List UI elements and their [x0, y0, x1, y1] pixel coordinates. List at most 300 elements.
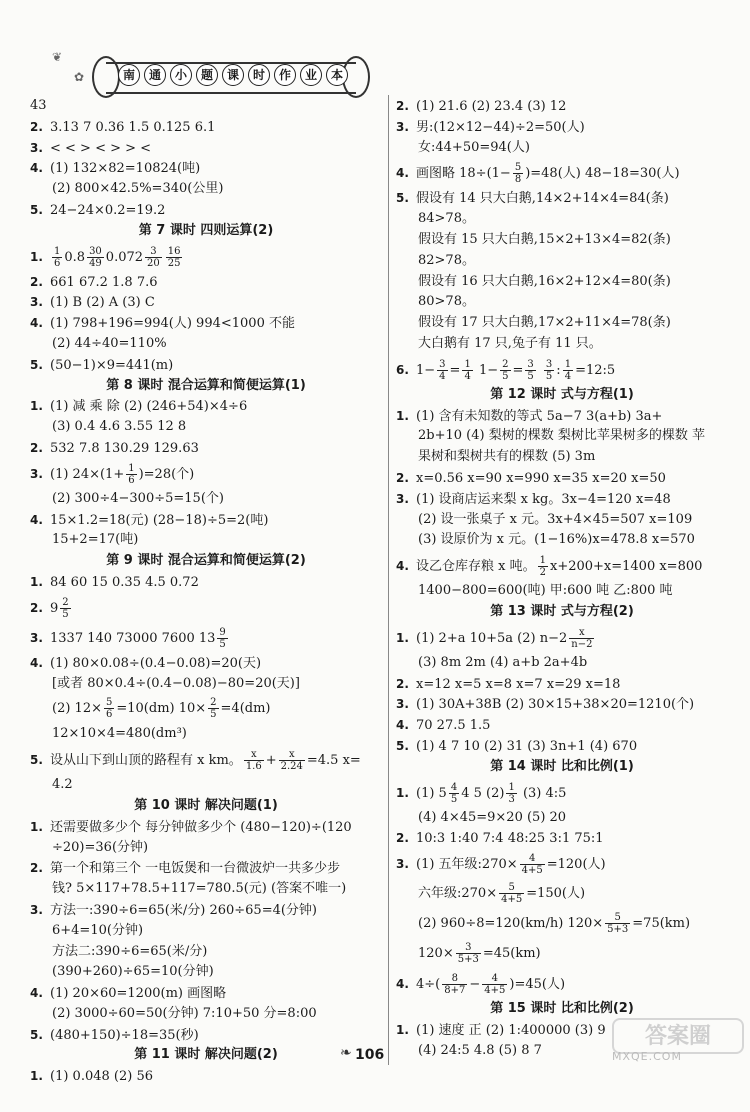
answer-text: 男:(12×12−44)÷2=50(人) [416, 119, 585, 135]
fraction-numerator: x [279, 749, 305, 761]
question-number: 3. [30, 630, 43, 645]
answer-line [30, 355, 382, 376]
answer-text: 4 5 (2) [461, 785, 505, 801]
fraction-numerator: 3 [456, 942, 481, 954]
question-number: 2. [30, 861, 43, 876]
question-number: 4. [30, 655, 43, 670]
fraction-denominator: 2.24 [280, 761, 303, 773]
fraction-numerator: 5 [605, 912, 630, 924]
question-number: 1. [30, 399, 43, 414]
fraction-denominator: 5 [210, 709, 217, 721]
fraction-denominator: 6 [54, 257, 61, 269]
answer-text: )=28(个) [138, 466, 195, 482]
answer-text: + [265, 753, 277, 769]
fraction-denominator: 2 [539, 567, 546, 579]
question-number: 3. [30, 295, 43, 310]
question-number: 2. [30, 274, 43, 289]
question-number: 4. [396, 559, 409, 574]
answer-line [396, 138, 728, 159]
answer-text: 10:3 1:40 7:4 48:25 3:1 75:1 [416, 831, 604, 847]
answer-line [396, 674, 728, 695]
fraction [60, 597, 70, 620]
answer-text: 假设有 15 只大白鹅,15×2+13×4=82(条) [418, 231, 671, 247]
lesson-heading: 第 15 课时 比和比例(2) [490, 1001, 634, 1017]
question-number: 5. [30, 753, 43, 768]
flower-decoration-icon: ✿ [74, 70, 85, 84]
answer-line [396, 530, 728, 551]
answer-text: = [449, 362, 461, 378]
answer-text: 方法二:390÷6=65(米/分) [52, 943, 208, 959]
answer-line [30, 313, 382, 334]
answer-line [30, 117, 382, 138]
answer-line [396, 230, 728, 251]
answer-text: (1) 30A+38B (2) 30×15+38×20=1210(个) [416, 697, 695, 713]
fraction-denominator: 4 [464, 370, 471, 382]
answer-line [30, 510, 382, 531]
fraction-numerator: 5 [514, 162, 522, 174]
fraction-denominator: 5 [545, 370, 553, 382]
fraction-numerator: 30 [89, 245, 102, 257]
answer-line [396, 778, 728, 808]
answer-text: 1− [416, 362, 436, 378]
answer-line [396, 313, 728, 334]
fraction-numerator: 4 [520, 853, 545, 865]
answer-text: 1400−800=600(吨) 甲:600 吨 乙:800 吨 [418, 583, 673, 599]
answer-text: 70 27.5 1.5 [416, 718, 491, 734]
lesson-heading: 第 12 课时 式与方程(1) [490, 386, 634, 402]
question-number: 5. [30, 202, 43, 217]
fraction-denominator: 6 [128, 474, 135, 486]
fraction [217, 627, 227, 650]
fraction-denominator: 5 [219, 638, 226, 650]
answer-line [396, 447, 728, 468]
answer-text: 2b+10 (4) 梨树的棵数 梨树比苹果树多的棵数 苹 [418, 428, 705, 444]
fraction-denominator: 5+3 [607, 924, 629, 936]
answer-text: 80>78。 [418, 294, 475, 310]
answer-text: (1) 含有未知数的等式 5a−7 3(a+b) 3a+ [416, 408, 663, 424]
question-number: 4. [30, 316, 43, 331]
fraction [544, 359, 554, 382]
answer-line [30, 962, 382, 983]
fraction [520, 853, 545, 876]
watermark-logo: 答案圈 [612, 1018, 744, 1054]
answer-text: x+200+x=1400 x=800 [549, 559, 703, 575]
question-number: 4. [396, 718, 409, 733]
answer-text: (3) 设原价为 x 元。(1−16%)x=478.8 x=570 [418, 532, 695, 548]
fraction-numerator: 8 [442, 973, 467, 985]
answer-text: (2) 3000÷60=50(分钟) 7:10+50 分=8:00 [52, 1005, 317, 1021]
answer-line [396, 158, 728, 188]
answer-line [30, 272, 382, 293]
answer-text: 4÷( [416, 977, 441, 993]
fraction-denominator: 4 [439, 370, 446, 382]
question-number: 1. [396, 785, 409, 800]
answer-text: (1) 20×60=1200(m) 画图略 [50, 986, 227, 1002]
answer-line [30, 438, 382, 459]
question-number: 1. [396, 408, 409, 423]
answer-line [30, 900, 382, 921]
answer-line [396, 909, 728, 939]
fraction-numerator: 1 [464, 358, 471, 370]
fraction [525, 359, 535, 382]
answer-line [30, 674, 382, 695]
fraction-numerator: 16 [167, 245, 181, 257]
fraction-denominator: 49 [89, 257, 102, 269]
question-number: 1. [30, 249, 43, 264]
answer-line [30, 838, 382, 859]
answer-text: (2) 300÷4−300÷5=15(个) [52, 490, 224, 506]
question-number: 2. [396, 99, 409, 113]
answer-line [30, 158, 382, 179]
answer-text: (1) 798+196=994(人) 994<1000 不能 [50, 316, 295, 332]
answer-text: 女:44+50=94(人) [418, 139, 530, 155]
answer-text: (3) 0.4 4.6 3.55 12 8 [52, 419, 187, 435]
fraction-numerator: 1 [564, 358, 572, 370]
answer-text: ÷20)=36(分钟) [52, 839, 149, 855]
question-number: 3. [30, 466, 43, 481]
answer-line [396, 694, 728, 715]
fraction-numerator: 3 [545, 358, 553, 370]
fraction-denominator: 1.6 [245, 761, 262, 773]
fraction [437, 359, 447, 382]
fraction [500, 359, 510, 382]
title-char: 南 [118, 64, 140, 86]
fraction [462, 359, 472, 382]
lesson-heading: 第 8 课时 混合运算和简便运算(1) [106, 377, 306, 393]
question-number: 1. [30, 574, 43, 589]
answer-line [30, 417, 382, 438]
fraction-denominator: 5+3 [457, 954, 479, 966]
answer-text: (2) 设一张桌子 x 元。3x+4×45=507 x=109 [418, 511, 693, 527]
answer-text: (1) 80×0.08÷(0.4−0.08)=20(天) [50, 655, 262, 671]
answer-text: 假设有 16 只大白鹅,16×2+12×4=80(条) [418, 273, 671, 289]
answer-line [30, 572, 382, 593]
answer-text: 15×1.2=18(元) (28−18)÷5=2(吨) [50, 512, 269, 528]
question-number: 5. [396, 738, 409, 753]
answer-text: (50−1)×9=441(m) [50, 357, 174, 373]
fraction-denominator: 5 [502, 370, 509, 382]
watermark-url: MXQE.COM [612, 1050, 682, 1063]
fraction [87, 246, 104, 269]
fraction [456, 942, 481, 965]
fraction [513, 162, 523, 185]
fraction-numerator: 3 [145, 246, 162, 258]
question-number: 4. [396, 977, 409, 992]
answer-line [30, 983, 382, 1004]
answer-line [396, 828, 728, 849]
answer-text: 15+2=17(吨) [52, 532, 139, 548]
answer-line [396, 272, 728, 293]
question-number: 2. [30, 600, 43, 615]
answer-line [30, 396, 382, 417]
answer-line [396, 551, 728, 581]
answer-line [396, 969, 728, 999]
question-number: 3. [30, 902, 43, 917]
lesson-heading: 第 14 课时 比和比例(1) [490, 758, 634, 774]
answer-text: =10(dm) 10× [116, 701, 207, 717]
question-number: 4. [30, 161, 43, 176]
answer-text: 画图略 18÷(1− [416, 166, 511, 182]
fraction [563, 359, 573, 382]
answer-text: 假设有 14 只大白鹅,14×2+14×4=84(条) [416, 191, 669, 207]
fraction-denominator: 4+5 [521, 865, 543, 877]
answer-text: 84 60 15 0.35 4.5 0.72 [50, 574, 199, 590]
answer-text: (2) 960÷8=120(km/h) 120× [418, 916, 604, 932]
answer-line [396, 251, 728, 272]
question-number: 1. [30, 819, 43, 834]
answer-text: (4) 4×45=9×20 (5) 20 [418, 809, 567, 825]
question-number: 3. [396, 491, 409, 506]
answer-text: 9 [50, 600, 59, 616]
answer-text: (1) 5 [416, 785, 447, 801]
question-number: 1. [396, 1022, 409, 1037]
answer-text: x=0.56 x=90 x=990 x=35 x=20 x=50 [416, 470, 666, 486]
lesson-heading: 第 11 课时 解决问题(2) [134, 1047, 278, 1063]
fraction [482, 973, 507, 996]
fraction-numerator: x [569, 627, 594, 639]
answer-line [30, 858, 382, 879]
question-number: 4. [30, 986, 43, 1001]
answer-text: (3) 8m 2m (4) a+b 2a+4b [418, 654, 588, 670]
answer-line [30, 1066, 382, 1087]
answer-line [30, 593, 382, 623]
title-char: 课 [222, 64, 244, 86]
answer-text: 12×10×4=480(dm³) [52, 726, 187, 742]
answer-line [30, 1004, 382, 1025]
fraction-denominator: n−2 [571, 638, 593, 650]
answer-text: (1) 132×82=10824(吨) [50, 161, 201, 177]
answer-text: 第一个和第三个 一电饭煲和一台微波炉一共多少步 [50, 861, 341, 877]
title-char: 小 [170, 64, 192, 86]
question-number: 3. [396, 857, 409, 872]
answer-line [30, 694, 382, 724]
answer-line [396, 653, 728, 674]
fraction-numerator: 1 [508, 781, 515, 793]
answer-line [396, 292, 728, 313]
fraction [208, 697, 218, 720]
fraction [442, 973, 467, 996]
title-char: 作 [274, 64, 296, 86]
answer-line [30, 530, 382, 551]
answer-text: 果树和梨树共有的棵数 (5) 3m [418, 449, 596, 465]
answer-line [30, 942, 382, 963]
answer-text: 661 67.2 1.8 7.6 [50, 274, 158, 290]
answer-line [396, 879, 728, 909]
answer-text: (1) 设商店运来梨 x kg。3x−4=120 x=48 [416, 491, 671, 507]
question-number: 3. [396, 697, 409, 712]
fraction-denominator: 8 [514, 174, 522, 186]
fraction-numerator: 1 [539, 555, 546, 567]
fraction [52, 246, 62, 269]
answer-text: < < > < > > < [50, 140, 152, 156]
answer-line [30, 200, 382, 221]
question-number: 2. [396, 831, 409, 846]
question-number: 2. [30, 440, 43, 455]
answer-line [30, 179, 382, 200]
answer-text: : [556, 362, 561, 378]
answer-text: 还需要做多少个 每分钟做多少个 (480−120)÷(120 [50, 819, 352, 835]
fraction-numerator: 3 [439, 358, 446, 370]
answer-line [30, 623, 382, 653]
answer-line [396, 581, 728, 602]
answer-text: 82>78。 [418, 252, 475, 268]
fraction [605, 912, 630, 935]
fraction [104, 697, 114, 720]
answer-text: (1) 速度 正 (2) 1:400000 (3) 9 [416, 1022, 606, 1038]
answer-text: 六年级:270× [418, 886, 498, 902]
answer-text: = [512, 362, 524, 378]
answer-text: (2) 12× [52, 701, 102, 717]
answer-line [396, 96, 728, 117]
fraction-denominator: 4+5 [484, 985, 506, 997]
lesson-heading: 第 7 课时 四则运算(2) [138, 222, 274, 238]
answer-text: (1) 24×(1+ [50, 466, 125, 482]
title-char: 业 [300, 64, 322, 86]
fraction-numerator: 4 [482, 973, 507, 985]
answer-line [396, 489, 728, 510]
answer-line [30, 242, 382, 272]
answer-text: (1) 减 乘 除 (2) (246+54)×4÷6 [50, 399, 248, 415]
answer-line [396, 355, 728, 385]
answer-text: 设乙仓库存粮 x 吨。 [416, 559, 536, 575]
title-char: 题 [196, 64, 218, 86]
answer-text: =75(km) [632, 916, 691, 932]
answer-line [396, 808, 728, 829]
answer-text: 大白鹅有 17 只,兔子有 11 只。 [418, 335, 602, 351]
fraction-numerator: 3 [527, 358, 534, 370]
question-number: 1. [396, 630, 409, 645]
answer-text: =150(人) [526, 886, 586, 902]
leaf-decoration-icon: ❦ [52, 50, 63, 64]
answer-line [396, 510, 728, 531]
fraction-denominator: 5 [527, 370, 534, 382]
answer-text: (480+150)÷18=35(秒) [50, 1027, 199, 1043]
fraction-numerator: 2 [502, 358, 509, 370]
question-number: 4. [30, 512, 43, 527]
answer-text: =12:5 [575, 362, 616, 378]
fraction [166, 246, 183, 269]
answer-text: (1) 2+a 10+5a (2) n−2 [416, 630, 568, 646]
fraction-numerator: x [244, 749, 264, 761]
answer-line [396, 939, 728, 969]
answer-line [30, 724, 382, 745]
answer-text: (2) 800×42.5%=340(公里) [52, 181, 224, 197]
answer-text: =120(人) [546, 857, 606, 873]
answers-left-column [30, 96, 385, 1087]
answer-text: (1) B (2) A (3) C [50, 295, 155, 311]
fraction-numerator: 5 [499, 882, 524, 894]
lesson-heading: 第 10 课时 解决问题(1) [134, 797, 278, 813]
answer-text: 532 7.8 130.29 129.63 [50, 440, 199, 456]
answer-line [30, 459, 382, 489]
fraction-denominator: 6 [105, 709, 113, 721]
answer-text: 120× [418, 946, 454, 962]
fraction-denominator: 8+7 [444, 985, 466, 997]
lesson-heading: 第 13 课时 式与方程(2) [490, 603, 634, 619]
answer-text: [或者 80×0.4÷(0.4−0.08)−80=20(天)] [52, 675, 300, 691]
answer-line [396, 468, 728, 489]
answer-line [30, 1025, 382, 1046]
page-number: 106 [355, 1047, 385, 1063]
answer-text: 4.2 [52, 777, 73, 793]
question-number: 5. [396, 191, 409, 206]
question-number: 1. [30, 1069, 43, 1084]
answer-text: 3.13 7 0.36 1.5 0.125 6.1 [50, 119, 216, 135]
answer-line [396, 209, 728, 230]
answer-text: (1) 4 7 10 (2) 31 (3) 3n+1 (4) 670 [416, 738, 638, 754]
answer-line [30, 138, 382, 159]
fraction-denominator: 5 [450, 793, 458, 805]
fraction [449, 782, 459, 805]
answer-text: (1) 21.6 (2) 23.4 (3) 12 [416, 99, 567, 114]
question-number: 2. [396, 470, 409, 485]
fraction [244, 749, 264, 772]
answer-text: 84>78。 [418, 211, 475, 227]
fraction-numerator: 1 [128, 462, 135, 474]
answer-line [396, 736, 728, 757]
fraction-denominator: 4 [564, 370, 572, 382]
fraction-denominator: 5 [62, 608, 69, 620]
fraction-numerator: 4 [450, 781, 458, 793]
answer-line [30, 879, 382, 900]
answer-line [396, 188, 728, 209]
question-number: 4. [396, 166, 409, 181]
fraction-denominator: 4+5 [501, 894, 523, 906]
fraction-denominator: 25 [167, 257, 181, 269]
fraction [145, 246, 162, 269]
answer-text: 43 [30, 98, 47, 113]
answer-line [30, 817, 382, 838]
answer-text: 钱? 5×117+78.5+117=780.5(元) (答案不唯一) [52, 881, 347, 897]
answer-line [30, 745, 382, 775]
answer-text: )=45(人) [509, 977, 566, 993]
answer-text: 24−24×0.2=19.2 [50, 202, 166, 218]
fraction-denominator: 20 [147, 257, 160, 269]
fraction-numerator: 2 [210, 697, 217, 709]
answer-text: (390+260)÷65=10(分钟) [52, 964, 214, 980]
answer-line [396, 623, 728, 653]
fraction [506, 782, 516, 805]
answer-text: 0.8 [64, 249, 86, 265]
fraction-numerator: 1 [54, 245, 61, 257]
answer-text: 0.072 [105, 249, 144, 265]
answer-text: 6+4=10(分钟) [52, 922, 144, 938]
answer-line [30, 489, 382, 510]
answer-text: 方法一:390÷6=65(米/分) 260÷65=4(分钟) [50, 902, 318, 918]
fraction [569, 627, 594, 650]
answer-line [30, 96, 382, 117]
answer-text: (3) 4:5 [518, 785, 567, 801]
question-number: 2. [30, 119, 43, 134]
answer-line [30, 921, 382, 942]
fraction [499, 882, 524, 905]
answer-line [30, 334, 382, 355]
fraction [279, 749, 305, 772]
answer-line [396, 426, 728, 447]
page-header [48, 50, 348, 98]
answer-text: − [469, 977, 481, 993]
title-char: 时 [248, 64, 270, 86]
fraction-denominator: 3 [508, 793, 515, 805]
answer-text: =4(dm) [220, 701, 271, 717]
answer-text: (1) 0.048 (2) 56 [50, 1069, 153, 1085]
answer-text: (1) 五年级:270× [416, 857, 518, 873]
question-number: 5. [30, 1027, 43, 1042]
answer-text: =45(km) [482, 946, 541, 962]
fraction [538, 555, 548, 578]
title-char: 本 [326, 64, 348, 86]
answer-line [396, 117, 728, 138]
